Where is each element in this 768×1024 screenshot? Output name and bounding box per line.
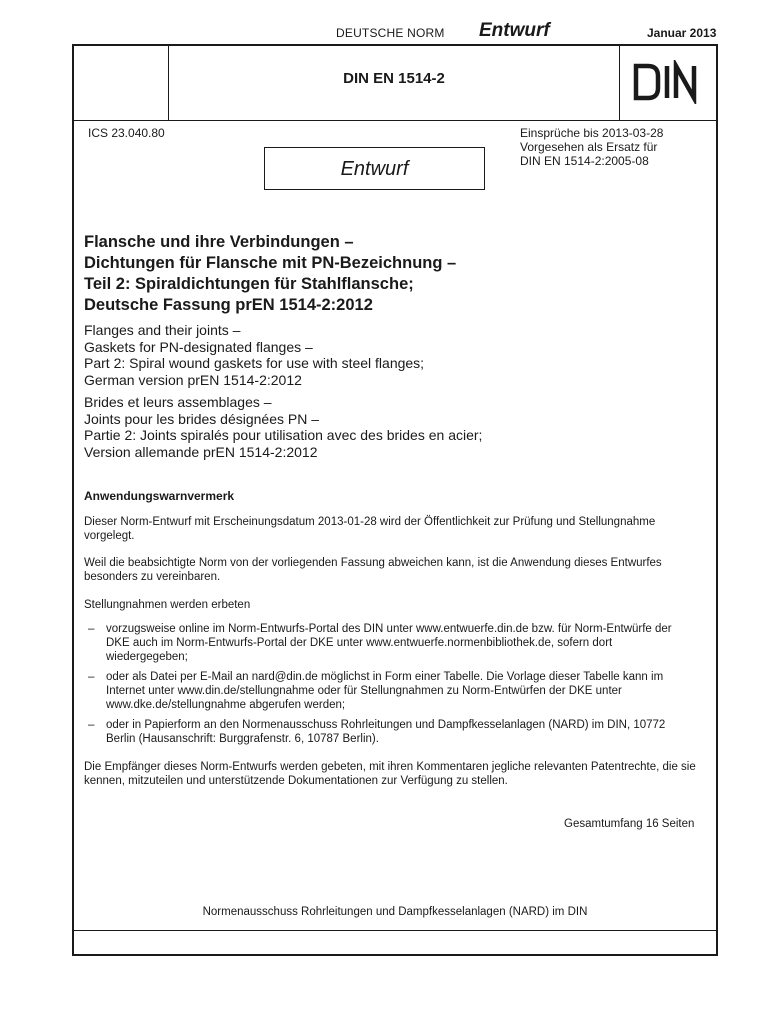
din-logo-icon bbox=[632, 60, 700, 104]
title-bar bbox=[74, 46, 716, 121]
total-pages: Gesamtumfang 16 Seiten bbox=[564, 818, 695, 830]
issue-date: Januar 2013 bbox=[647, 26, 717, 40]
bullet-dash: – bbox=[88, 623, 95, 635]
ics-code: ICS 23.040.80 bbox=[88, 126, 165, 140]
bullet-dash: – bbox=[88, 719, 95, 731]
title-line: Deutsche Fassung prEN 1514-2:2012 bbox=[84, 296, 373, 314]
title-line: Flanges and their joints – bbox=[84, 322, 241, 338]
title-english bbox=[84, 322, 704, 388]
draft-meta bbox=[520, 126, 663, 168]
title-line: Version allemande prEN 1514-2:2012 bbox=[84, 443, 318, 460]
title-line: Part 2: Spiral wound gaskets for use with steel flanges; bbox=[84, 355, 425, 371]
document-number: DIN EN 1514-2 bbox=[343, 70, 445, 87]
top-header bbox=[0, 0, 768, 44]
title-german bbox=[84, 232, 704, 316]
list-item-text: oder in Papierform an den Normenausschuss Rohrleitungen und Dampfkesselanlagen (NARD) im DIN, 10772 Berlin (Hausanschrift: Burggrafenstr. 6, 10787 Berlin). bbox=[106, 719, 666, 745]
title-line: German version prEN 1514-2:2012 bbox=[84, 371, 302, 388]
title-bar-logo-cell bbox=[619, 46, 717, 120]
title-line: Dichtungen für Flansche mit PN-Bezeichnung – bbox=[84, 254, 457, 272]
norm-label: DEUTSCHE NORM bbox=[336, 26, 445, 40]
footer-committee: Normenausschuss Rohrleitungen und Dampfkesselanlagen (NARD) im DIN bbox=[202, 906, 588, 918]
patent-notice: Die Empfänger dieses Norm-Entwurfs werden gebeten, mit ihren Kommentaren jegliche relevanten Patentrechte, die sie kennen, mitzuteilen und unterstützende Dokumentationen zur Verfügung zu stellen. bbox=[84, 761, 696, 787]
title-line: Partie 2: Joints spiralés pour utilisation avec des brides en acier; bbox=[84, 427, 483, 443]
replacement-label: Vorgesehen als Ersatz für bbox=[520, 140, 658, 154]
list-item-text: oder als Datei per E-Mail an nard@din.de möglichst in Form einer Tabelle. Die Vorlage dieser Tabelle kann im Internet unter www.din.de/stellungnahme oder für Stellungnahmen zu Norm-Entwürfen der DKE unter www.dke.de/stellungnahme abgerufen werden; bbox=[106, 671, 664, 711]
comments-requested: Stellungnahmen werden erbeten bbox=[84, 599, 251, 611]
title-bar-blank-cell bbox=[74, 46, 169, 120]
footer-divider bbox=[74, 930, 716, 931]
title-line: Joints pour les brides désignées PN – bbox=[84, 410, 320, 427]
replaced-standard: DIN EN 1514-2:2005-08 bbox=[520, 154, 649, 168]
title-line: Teil 2: Spiraldichtungen für Stahlflansche; bbox=[84, 275, 414, 293]
status-label: Entwurf bbox=[479, 20, 550, 41]
document-frame bbox=[72, 44, 718, 956]
title-bar-center-cell bbox=[169, 46, 619, 120]
objection-deadline: Einsprüche bis 2013-03-28 bbox=[520, 126, 664, 140]
title-line: Gaskets for PN-designated flanges – bbox=[84, 338, 313, 355]
warning-paragraph: Weil die beabsichtigte Norm von der vorliegenden Fassung abweichen kann, ist die Anwendung dieses Entwurfes besonders zu vereinbaren. bbox=[84, 557, 662, 583]
warning-heading: Anwendungswarnvermerk bbox=[84, 489, 235, 503]
title-line: Brides et leurs assemblages – bbox=[84, 394, 272, 410]
draft-box-label: Entwurf bbox=[340, 158, 409, 180]
warning-paragraph: Dieser Norm-Entwurf mit Erscheinungsdatum 2013-01-28 wird der Öffentlichkeit zur Prüfung und Stellungnahme vorgelegt. bbox=[84, 516, 656, 542]
title-french bbox=[84, 394, 704, 460]
bullet-dash: – bbox=[88, 671, 95, 683]
title-line: Flansche und ihre Verbindungen – bbox=[84, 233, 354, 251]
list-item-text: vorzugsweise online im Norm-Entwurfs-Portal des DIN unter www.entwuerfe.din.de bzw. für Norm-Entwürfe der DKE auch im Norm-Entwurfs-Portal der DKE unter www.entwuerfe.normenbibliothek.de, sofern dort wiedergegeben; bbox=[106, 623, 672, 663]
draft-box bbox=[264, 147, 485, 190]
